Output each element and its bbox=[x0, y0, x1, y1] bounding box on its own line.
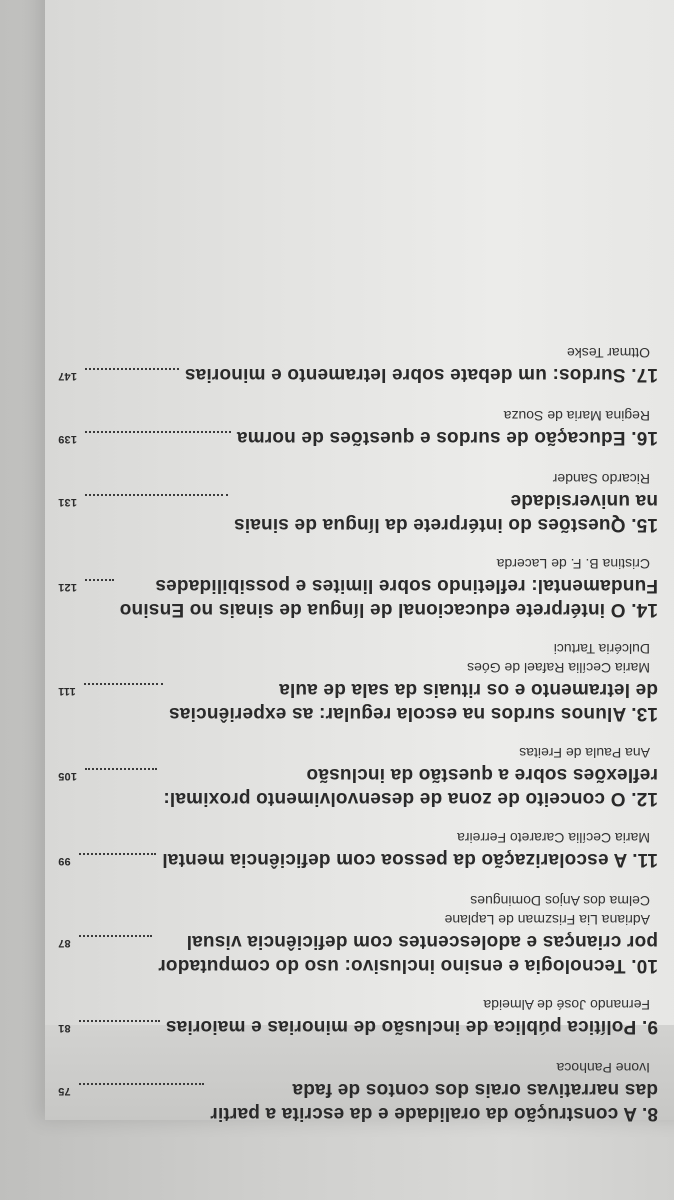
title-line: 15. Questões do intérprete da língua de sinais bbox=[233, 514, 658, 535]
page-number: 131 bbox=[58, 496, 77, 508]
dot-leader bbox=[79, 1083, 204, 1085]
title-line: 10. Tecnologia e ensino inclusivo: uso do computador bbox=[158, 955, 658, 976]
toc-entry bbox=[58, 554, 658, 621]
author: Celma dos Anjos Domingues bbox=[470, 893, 650, 909]
page-number: 87 bbox=[58, 937, 71, 949]
entry-title bbox=[58, 488, 658, 536]
table-of-contents bbox=[58, 265, 658, 1125]
title-line: das narrativas orais dos contos de fada bbox=[292, 1079, 658, 1100]
author: Maria Cecília Rafael de Góes bbox=[467, 660, 650, 676]
dot-leader bbox=[85, 431, 231, 433]
page-number: 99 bbox=[58, 855, 71, 867]
author: Adriana Lia Friszman de Laplane bbox=[444, 912, 650, 928]
page-number: 75 bbox=[58, 1085, 71, 1097]
author: Ottmar Teske bbox=[567, 345, 650, 361]
page-number: 81 bbox=[58, 1022, 71, 1034]
entry-title bbox=[58, 362, 658, 388]
author: Cristina B. F. de Lacerda bbox=[496, 556, 650, 572]
toc-entry bbox=[58, 639, 658, 725]
entry-title bbox=[58, 929, 658, 977]
author: Fernando José de Almeida bbox=[483, 997, 650, 1013]
entry-title bbox=[58, 573, 658, 621]
entry-title bbox=[58, 677, 658, 725]
title-line: na universidade bbox=[510, 490, 658, 511]
page-number: 111 bbox=[58, 685, 76, 697]
dot-leader bbox=[79, 853, 157, 855]
toc-entry bbox=[58, 469, 658, 536]
entry-title bbox=[58, 847, 658, 873]
title-line: 13. Alunos surdos na escola regular: as experiências bbox=[168, 703, 658, 724]
title-line: Fundamental: refletindo sobre limites e possibilidades bbox=[155, 575, 658, 596]
title-line: por crianças e adolescentes com deficiência visual bbox=[186, 931, 658, 952]
author: Ivone Panhoca bbox=[556, 1060, 650, 1076]
toc-entry bbox=[58, 1058, 658, 1125]
author: Ana Paula de Freitas bbox=[519, 745, 650, 761]
author: Regina Maria de Souza bbox=[503, 408, 650, 424]
toc-entry bbox=[58, 995, 658, 1040]
title-line: 12. O conceito de zona de desenvolvimento proximal: bbox=[163, 788, 658, 809]
toc-entry bbox=[58, 343, 658, 388]
entry-title bbox=[58, 1077, 658, 1125]
title-line: 17. Surdos: um debate sobre letramento e minorias bbox=[184, 364, 658, 385]
entry-title bbox=[58, 425, 658, 451]
dot-leader bbox=[85, 494, 228, 496]
toc-entry bbox=[58, 828, 658, 873]
dot-leader bbox=[79, 1020, 160, 1022]
author: Ricardo Sander bbox=[552, 471, 650, 487]
dot-leader bbox=[85, 368, 179, 370]
title-line: 11. A escolarização da pessoa com deficiência mental bbox=[162, 849, 658, 870]
toc-entry bbox=[58, 743, 658, 810]
page-number: 139 bbox=[58, 433, 77, 445]
title-line: 16. Educação de surdos e questões de norma bbox=[236, 427, 658, 448]
author: Maria Cecília Carareto Ferreira bbox=[457, 830, 650, 846]
page-number: 147 bbox=[58, 370, 77, 382]
title-line: 9. Política pública de inclusão de minorias e maiorias bbox=[165, 1016, 658, 1037]
page-number: 121 bbox=[58, 581, 77, 593]
page-number: 105 bbox=[58, 770, 77, 782]
title-line: reflexões sobre a questão da inclusão bbox=[306, 764, 658, 785]
title-line: de letramento e os rituais da sala de aula bbox=[278, 679, 658, 700]
dot-leader bbox=[85, 768, 157, 770]
entry-title bbox=[58, 1014, 658, 1040]
author: Dulcéria Tartuci bbox=[553, 641, 650, 657]
dot-leader bbox=[79, 935, 152, 937]
dot-leader bbox=[84, 683, 163, 685]
toc-entry bbox=[58, 891, 658, 977]
title-line: 14. O intérprete educacional de língua de sinais no Ensino bbox=[119, 599, 658, 620]
dot-leader bbox=[85, 579, 114, 581]
entry-title bbox=[58, 762, 658, 810]
title-line: 8. A construção da oralidade e da escrita a partir bbox=[210, 1103, 658, 1124]
toc-entry bbox=[58, 406, 658, 451]
